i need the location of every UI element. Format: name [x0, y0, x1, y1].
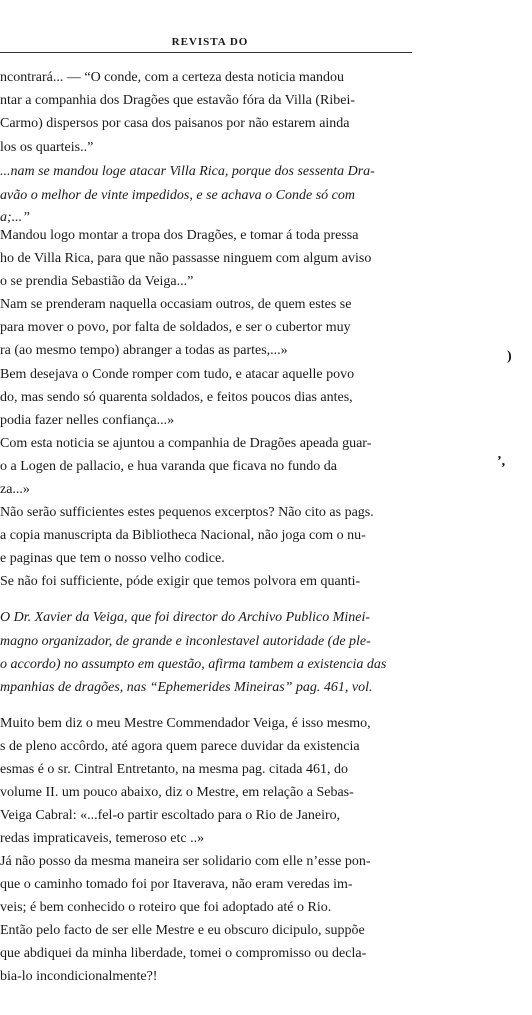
- text-line: o a Logen de pallacio, e hua varanda que ficava no fundo da: [0, 459, 338, 474]
- text-line: ra (ao mesmo tempo) abranger a todas as partes,...»: [0, 343, 288, 358]
- text-line: a;...”: [0, 210, 30, 225]
- text-line: podia fazer nelles confiança...»: [0, 413, 175, 428]
- running-head: REVISTA DO: [171, 36, 249, 48]
- text-line: Com esta noticia se ajuntou a companhia de Dragões apeada guar-: [0, 436, 372, 451]
- text-line: Muito bem diz o meu Mestre Commendador Veiga, é isso mesmo,: [0, 716, 371, 731]
- text-line: Veiga Cabral: «...fel-o partir escoltado para o Rio de Janeiro,: [0, 808, 341, 823]
- text-line: a copia manuscripta da Bibliotheca Nacional, não joga com o nu-: [0, 528, 366, 543]
- text-line: bia-lo incondicionalmente?!: [0, 969, 158, 984]
- text-line: redas impraticaveis, temeroso etc ..»: [0, 831, 205, 846]
- text-line: e paginas que tem o nosso velho codice.: [0, 551, 225, 566]
- text-line: veis; é bem conhecido o roteiro que foi adoptado até o Rio.: [0, 900, 332, 915]
- text-line: volume II. um pouco abaixo, diz o Mestre, em relação a Sebas-: [0, 785, 354, 800]
- text-line: que o caminho tomado foi por Itaverava, não eram veredas im-: [0, 877, 353, 892]
- text-line: Carmo) dispersos por casa dos paisanos por não estarem ainda: [0, 116, 350, 131]
- text-line: Mandou logo montar a tropa dos Dragões, e tomar á toda pressa: [0, 228, 359, 243]
- text-line: ...nam se mandou loge atacar Villa Rica, porque dos sessenta Dra-: [0, 164, 375, 179]
- text-line: ncontrará... — “O conde, com a certeza desta noticia mandou: [0, 70, 345, 85]
- footnote-line: O Dr. Xavier da Veiga, que foi director do Archivo Publico Minei-: [0, 610, 371, 625]
- text-line: Bem desejava o Conde romper com tudo, e atacar aquelle povo: [0, 367, 355, 382]
- text-line: Já não posso da mesma maneira ser solidario com elle n’esse pon-: [0, 854, 371, 869]
- text-line: avão o melhor de vinte impedidos, e se achava o Conde só com: [0, 188, 355, 203]
- text-line: Então pelo facto de ser elle Mestre e eu obscuro dicipulo, suppõe: [0, 923, 365, 938]
- text-line: Se não foi sufficiente, póde exigir que temos polvora em quanti-: [0, 574, 361, 589]
- text-line: Nam se prenderam naquella occasiam outros, de quem estes se: [0, 297, 352, 312]
- text-line: los os quarteis..”: [0, 140, 94, 155]
- text-line: do, mas sendo só quarenta soldados, e feitos poucos dias antes,: [0, 390, 353, 405]
- text-line: ntar a companhia dos Dragões que estavão fóra da Villa (Ribei-: [0, 93, 355, 108]
- text-line: Não serão sufficientes estes pequenos excerptos? Não cito as pags.: [0, 505, 374, 520]
- text-line: ho de Villa Rica, para que não passasse ninguem com algum aviso: [0, 251, 372, 266]
- text-line: s de pleno accôrdo, até agora quem parece duvidar da existencia: [0, 739, 360, 754]
- text-line: o se prendia Sebastião da Veiga...”: [0, 274, 194, 289]
- text-line: para mover o povo, por falta de soldados, e ser o cubertor muy: [0, 320, 351, 335]
- footnote-line: o accordo) no assumpto em questão, afirma tambem a existencia das: [0, 657, 387, 672]
- margin-mark: ’,: [497, 454, 506, 469]
- margin-mark: ): [507, 349, 512, 364]
- text-line: que abdiquei da minha liberdade, tomei o compromisso ou decla-: [0, 946, 367, 961]
- text-line: za...»: [0, 482, 30, 497]
- footnote-line: magno organizador, de grande e inconlestavel autoridade (de ple-: [0, 634, 371, 649]
- text-line: esmas é o sr. Cintral Entretanto, na mesma pag. citada 461, do: [0, 762, 348, 777]
- footnote-line: mpanhias de dragões, nas “Ephemerides Mineiras” pag. 461, vol.: [0, 680, 373, 695]
- header-rule: [0, 52, 412, 53]
